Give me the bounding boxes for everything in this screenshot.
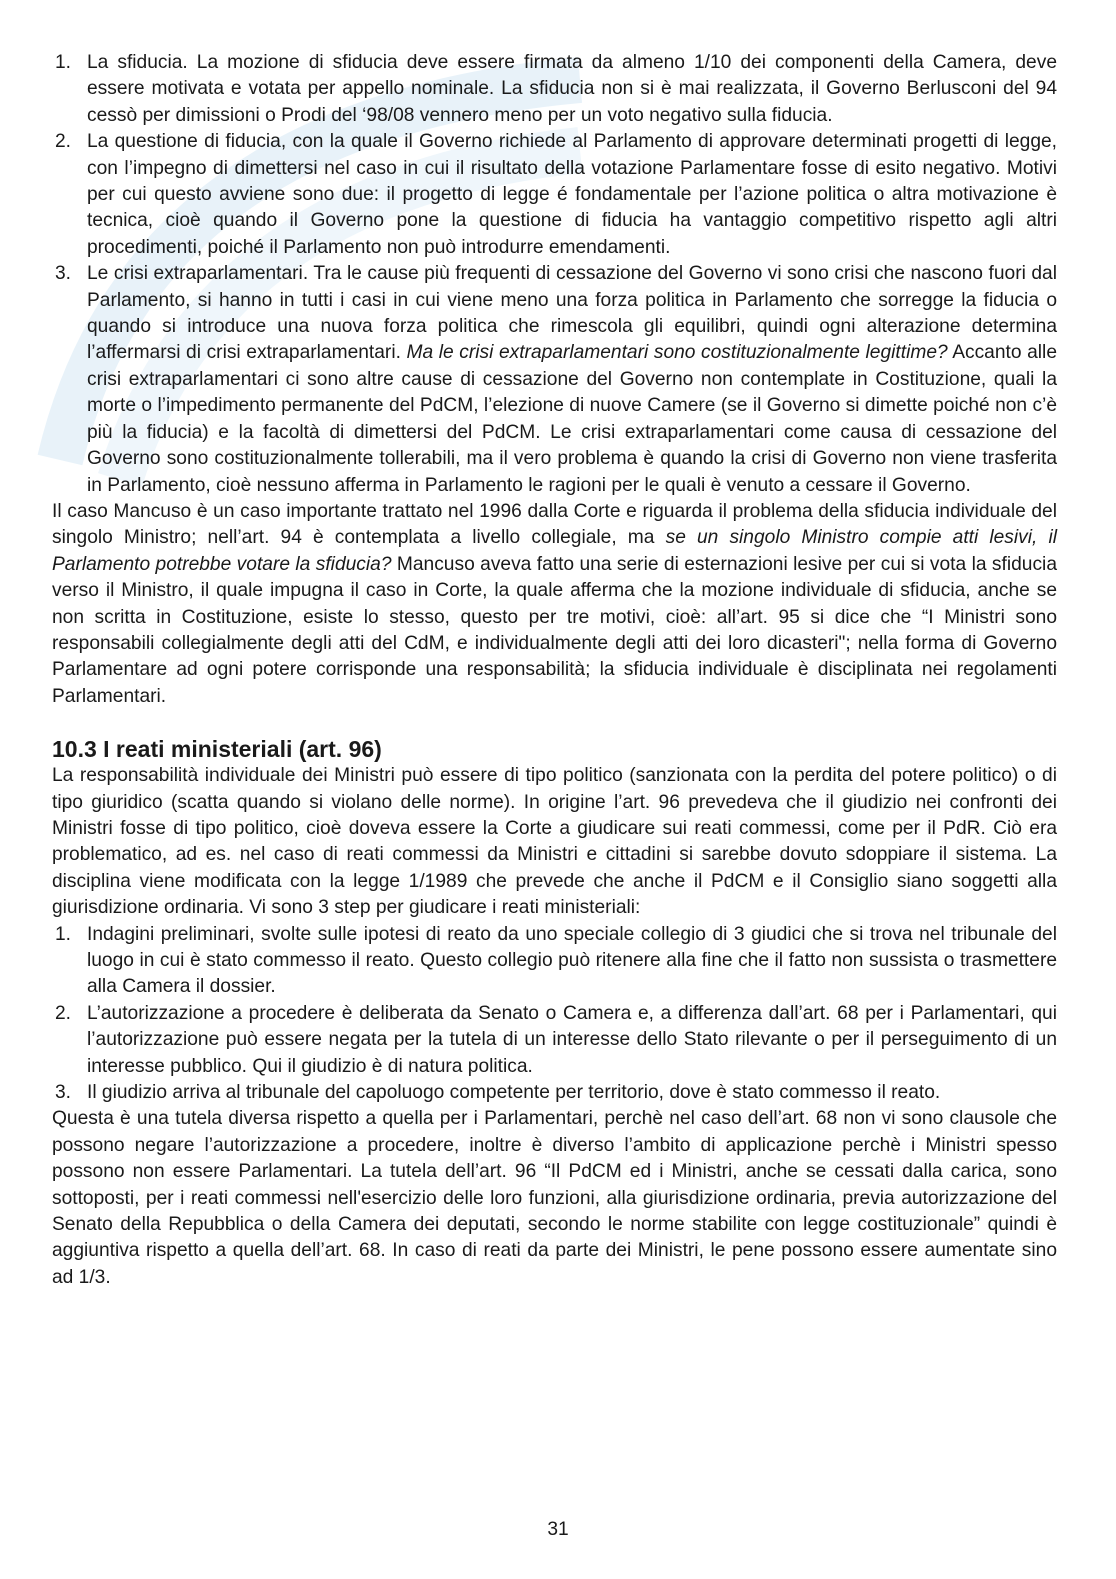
text-run: La sfiducia. La mozione di sfiducia deve essere firmata da almeno 1/10 dei componenti della Camera, deve essere motivata e votata per appello nominale. La sfiducia non si è mai realizzata, il Governo Berlusconi del 94 cessò per dimissioni o Prodi del ‘98/08 vennero meno per un voto negativo sulla fiducia.	[87, 52, 1057, 126]
italic-question: Ma le crisi extraparlamentari sono costituzionalmente legittime?	[406, 342, 948, 364]
italic-question: se un singolo Ministro compie atti lesivi, il Parlamento potrebbe votare la sfiducia?	[52, 527, 1057, 575]
list-number: 1.	[55, 52, 72, 73]
section-intro-paragraph: La responsabilità individuale dei Ministri può essere di tipo politico (sanzionata con la perdita del potere politico) o di tipo giuridico (scatta quando si violano delle norme). In origine l’art. 96 prevedeva che il giudizio nei confronti dei Ministri fosse di tipo politico, cioè doveva essere la Corte a giudicare sui reati commessi, come per il PdR. Ciò era problematico, ad es. nel caso di reati commessi da Ministri e cittadini si sarebbe dovuto sdoppiare il sistema. La disciplina viene modificata con la legge 1/1989 che prevede che anche il PdCM e il Consiglio siano soggetti alla giurisdizione ordinaria. Vi sono 3 step per giudicare i reati ministeriali:	[52, 765, 1057, 919]
sfiducia-causes-list	[52, 50, 1057, 499]
text-run: Accanto alle crisi extraparlamentari ci sono altre cause di cessazione del Governo non contemplate in Costituzione, quali la morte o l’impedimento permanente del PdCM, l’elezione di nuove Camere (se il Governo si dimette poiché non c’è più la fiducia) e la facoltà di dimettersi del PdCM. Le crisi extraparlamentari come causa di cessazione del Governo sono costituzionalmente tollerabili, ma il vero problema è quando la crisi di Governo non viene trasferita in Parlamento, cioè nessuno afferma in Parlamento le ragioni per le quali è venuto a cessare il Governo.	[87, 342, 1057, 496]
ministerial-crimes-steps-list	[52, 922, 1057, 1107]
text-run: Il caso Mancuso è un caso importante trattato nel 1996 dalla Corte e riguarda il problema della sfiducia individuale del singolo Ministro; nell’art. 94 è contemplata a livello collegiale, ma	[52, 500, 1057, 549]
list-number: 3.	[55, 263, 72, 285]
list-number: 2.	[55, 131, 72, 153]
list-item	[52, 50, 1057, 129]
list-item	[52, 129, 1057, 261]
list-item-text: Indagini preliminari, svolte sulle ipotesi di reato da uno speciale collegio di 3 giudici che si trova nel tribunale del luogo in cui è stato commesso il reato. Questo collegio può ritenere alla fine che il fatto non sussista o trasmettere alla Camera il dossier.	[87, 923, 1057, 998]
mancuso-case-paragraph	[52, 499, 1057, 710]
text-run: Le crisi extraparlamentari. Tra le cause più frequenti di cessazione del Governo vi sono crisi che nascono fuori dal Parlamento, si hanno in tutti i casi in cui viene meno una forza politica in Parlamento che sorregge la fiducia o quando si introduce una nuova forza politica che rimescola gli equilibri, quindi ogni alterazione determina l’affermarsi di crisi extraparlamentari.	[87, 263, 1057, 364]
list-item	[52, 1080, 1057, 1106]
text-run: La questione di fiducia, con la quale il Governo richiede al Parlamento di approvare determinati progetti di legge, con l’impegno di dimettersi nel caso in cui il risultato della votazione Parlamentare fosse di esito negativo. Motivi per cui questo avviene sono due: il progetto di legge é fondamentale per l’azione politica o altra motivazione è tecnica, cioè quando il Governo pone la questione di fiducia ha vantaggio competitivo rispetto agli altri procedimenti, poiché il Parlamento non può introdurre emendamenti.	[87, 131, 1057, 258]
list-item-text: L’autorizzazione a procedere è deliberata da Senato o Camera e, a differenza dall’art. 68 per i Parlamentari, qui l’autorizzazione può essere negata per la tutela di un interesse dello Stato rilevante o per il perseguimento di un interesse pubblico. Qui il giudizio è di natura politica.	[87, 1002, 1057, 1077]
list-item	[52, 922, 1057, 1001]
page-number: 31	[547, 1519, 569, 1540]
list-number: 2.	[55, 1002, 72, 1024]
document-page	[52, 50, 1057, 1291]
list-number: 1.	[55, 923, 72, 945]
list-number: 3.	[55, 1082, 72, 1104]
text-run: Mancuso aveva fatto una serie di esternazioni lesive per cui si vota la sfiducia verso il Ministro, il quale impugna il caso in Corte, la quale afferma che la mozione individuale di sfiducia, anche se non scritta in Costituzione, esiste lo stesso, questo per tre motivi, cioè: all’art. 95 si dice che “I Ministri sono responsabili collegialmente degli atti del CdM, e individualmente degli atti dei loro dicasteri"; nella forma di Governo Parlamentare ad ogni potere corrisponde una responsabilità; la sfiducia individuale è disciplinata nei regolamenti Parlamentari.	[52, 553, 1057, 707]
list-item	[52, 261, 1057, 499]
section-heading: 10.3 I reati ministeriali (art. 96)	[52, 736, 382, 763]
closing-paragraph: Questa è una tutela diversa rispetto a quella per i Parlamentari, perchè nel caso dell’art. 68 non vi sono clausole che possono negare l’autorizzazione a procedere, inoltre è diverso l’ambito di applicazione perchè i Ministri spesso possono non essere Parlamentari. La tutela dell’art. 96 “Il PdCM ed i Ministri, anche se cessati dalla carica, sono sottoposti, per i reati commessi nell'esercizio delle loro funzioni, alla giurisdizione ordinaria, previa autorizzazione del Senato della Repubblica o della Camera dei deputati, secondo le norme stabilite con legge costituzionale” quindi è aggiuntiva rispetto a quella dell’art. 68. In caso di reati da parte dei Ministri, le pene possono essere aumentate sino ad 1/3.	[52, 1108, 1057, 1288]
list-item	[52, 1001, 1057, 1080]
list-item-text: Il giudizio arriva al tribunale del capoluogo competente per territorio, dove è stato commesso il reato.	[87, 1082, 941, 1104]
